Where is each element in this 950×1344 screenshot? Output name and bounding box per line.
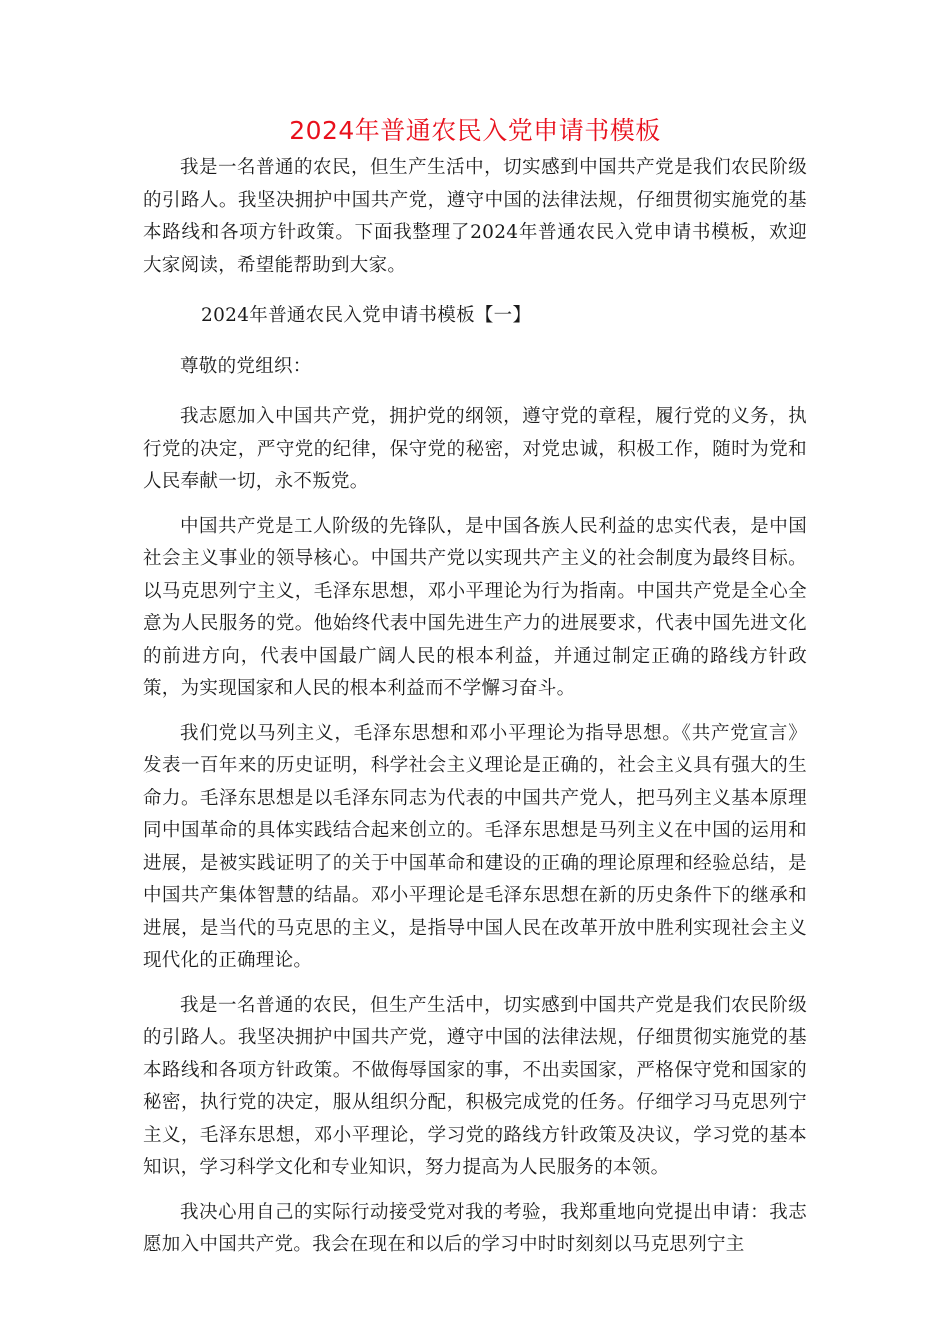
document-body <box>143 152 807 1274</box>
body-paragraph: 我们党以马列主义，毛泽东思想和邓小平理论为指导思想。《共产党宣言》发表一百年来的历史证明，科学社会主义理论是正确的，社会主义具有强大的生命力。毛泽东思想是以毛泽东同志为代表的中国共产党人，把马列主义基本原理同中国革命的具体实践结合起来创立的。毛泽东思想是马列主义在中国的运用和进展，是被实践证明了的关于中国革命和建设的正确的理论原理和经验总结，是中国共产集体智慧的结晶。邓小平理论是毛泽东思想在新的历史条件下的继承和进展，是当代的马克思的主义，是指导中国人民在改革开放中胜利实现社会主义现代化的正确理论。 <box>143 722 807 971</box>
body-paragraph: 我志愿加入中国共产党，拥护党的纲领，遵守党的章程，履行党的义务，执行党的决定，严守党的纪律，保守党的秘密，对党忠诚，积极工作，随时为党和人民奉献一切，永不叛党。 <box>143 406 807 492</box>
body-paragraph: 中国共产党是工人阶级的先锋队，是中国各族人民利益的忠实代表，是中国社会主义事业的领导核心。中国共产党以实现共产主义的社会制度为最终目标。以马克思列宁主义，毛泽东思想，邓小平理论为行为指南。中国共产党是全心全意为人民服务的党。他始终代表中国先进生产力的进展要求，代表中国先进文化的前进方向，代表中国最广阔人民的根本利益，并通过制定正确的路线方针政策，为实现国家和人民的根本利益而不学懈习奋斗。 <box>143 515 807 699</box>
body-paragraph: 我决心用自己的实际行动接受党对我的考验，我郑重地向党提出申请：我志愿加入中国共产党。我会在现在和以后的学习中时时刻刻以马克思列宁主 <box>143 1201 807 1255</box>
section-heading: 2024年普通农民入党申请书模板【一】 <box>201 305 532 326</box>
body-paragraph: 我是一名普通的农民，但生产生活中，切实感到中国共产党是我们农民阶级的引路人。我坚决拥护中国共产党，遵守中国的法律法规，仔细贯彻实施党的基本路线和各项方针政策。不做侮辱国家的事，不出卖国家，严格保守党和国家的秘密，执行党的决定，服从组织分配，积极完成党的任务。仔细学习马克思列宁主义，毛泽东思想，邓小平理论，学习党的路线方针政策及决议，学习党的基本知识，学习科学文化和专业知识，努力提高为人民服务的本领。 <box>143 994 807 1178</box>
document-title: 2024年普通农民入党申请书模板 <box>289 116 661 145</box>
intro-paragraph: 我是一名普通的农民，但生产生活中，切实感到中国共产党是我们农民阶级的引路人。我坚决拥护中国共产党，遵守中国的法律法规，仔细贯彻实施党的基本路线和各项方针政策。下面我整理了2024年普通农民入党申请书模板，欢迎大家阅读，希望能帮助到大家。 <box>143 157 807 276</box>
greeting-line: 尊敬的党组织： <box>180 355 312 377</box>
